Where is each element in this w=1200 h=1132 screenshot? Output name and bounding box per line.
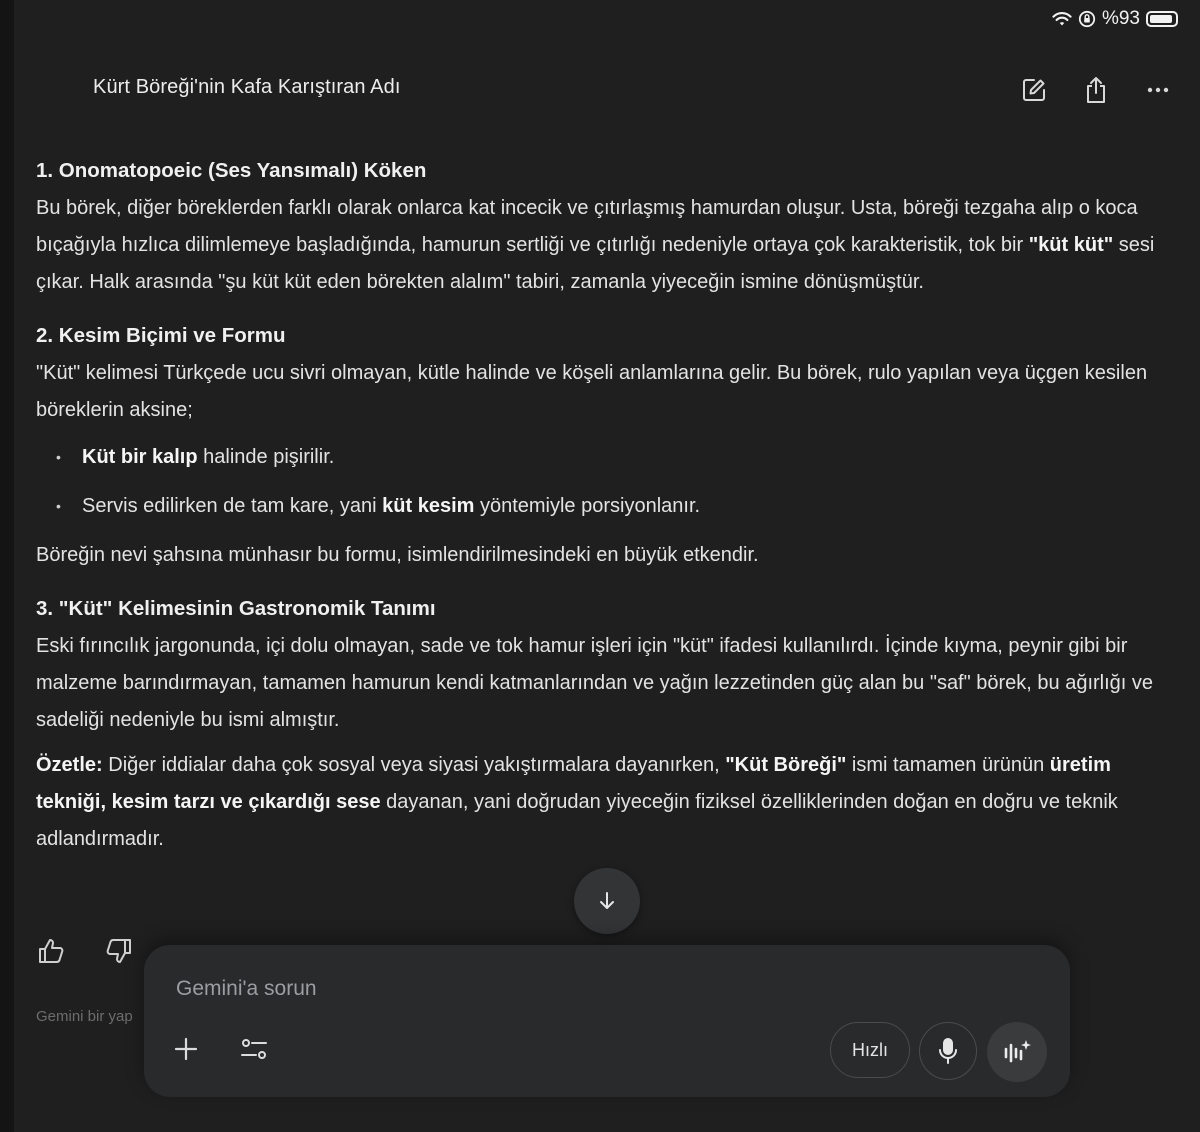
plus-icon <box>174 1037 198 1061</box>
mic-icon <box>938 1037 958 1065</box>
section-paragraph: Eski fırıncılık jargonunda, içi dolu olmayan, sade ve tok hamur işleri için "küt" ifadesi kullanılırdı. İçinde kıyma, peynir gibi bir malzeme barındırmayan, tamamen hamurun kendi katmanlarından ve yağın lezzetinden güç alan bu "saf" börek, bu ağırlığı ve sadeliği nedeniyle bu ismi almıştır. <box>36 635 1154 731</box>
section-paragraph: Böreğin nevi şahsına münhasır bu formu, isimlendirilmesindeki en büyük etkendir. <box>36 544 759 566</box>
prompt-composer <box>144 945 1070 1097</box>
section-paragraph: "Küt" kelimesi Türkçede ucu sivri olmayan, kütle halinde ve köşeli anlamlarına gelir. Bu börek, rulo yapılan veya üçgen kesilen böreklerin aksine; <box>36 362 1148 421</box>
conversation-title: Kürt Böreği'nin Kafa Karıştıran Adı <box>93 76 401 98</box>
share-icon <box>1084 76 1108 104</box>
section-3 <box>36 594 1176 739</box>
thumbs-down-button[interactable] <box>104 936 134 966</box>
edit-button[interactable] <box>1016 72 1052 108</box>
battery-icon <box>1146 11 1178 27</box>
disclaimer-text: Gemini bir yap <box>36 1008 133 1025</box>
section-1 <box>36 156 1176 301</box>
more-options-button[interactable] <box>1140 72 1176 108</box>
response-content <box>36 156 1176 858</box>
header-actions <box>1016 72 1176 108</box>
arrow-down-icon <box>599 892 615 910</box>
live-icon <box>1002 1037 1032 1067</box>
response-actions <box>36 936 134 966</box>
scroll-to-bottom-button[interactable] <box>574 868 640 934</box>
thumbs-up-button[interactable] <box>36 936 66 966</box>
section-heading: 1. Onomatopoeic (Ses Yansımalı) Köken <box>36 159 427 182</box>
section-paragraph: Bu börek, diğer böreklerden farklı olarak onlarca kat incecik ve çıtırlaşmış hamurdan oluşur. Usta, böreği tezgaha alıp o koca bıçağıyla hızlıca dilimlemeye başladığında, hamurun sertliği ve çıtırlığı nedeniyle ortaya çok karakteristik, tok bir "küt küt" sesi çıkar. Halk arasında "şu küt küt eden börekten alalım" tabiri, zamanla yiyeceğin ismine dönüşmüştür. <box>36 197 1155 293</box>
microphone-button[interactable] <box>919 1022 977 1080</box>
section-heading: 3. "Küt" Kelimesinin Gastronomik Tanımı <box>36 597 436 620</box>
tools-button[interactable] <box>238 1033 270 1065</box>
list-item: • Küt bir kalıp halinde pişirilir. <box>36 439 1176 476</box>
status-bar <box>1052 8 1178 30</box>
live-mode-button[interactable] <box>987 1022 1047 1082</box>
model-mode-button[interactable]: Hızlı <box>830 1022 910 1078</box>
section-2 <box>36 321 1176 574</box>
more-icon <box>1147 87 1169 93</box>
thumbs-up-icon <box>37 937 65 965</box>
tools-icon <box>240 1037 268 1061</box>
left-edge <box>0 0 14 1132</box>
bullet-list <box>36 439 1176 525</box>
edit-icon <box>1021 77 1047 103</box>
add-attachment-button[interactable] <box>170 1033 202 1065</box>
orientation-lock-icon <box>1078 10 1096 28</box>
summary-paragraph: Özetle: Diğer iddialar daha çok sosyal veya siyasi yakıştırmalara dayanırken, "Küt Böreği" ismi tamamen ürünün üretim tekniği, kesim tarzı ve çıkardığı sese dayanan, yani doğrudan yiyeceğin fiziksel özelliklerinden doğan en doğru ve teknik adlandırmadır. <box>36 754 1118 850</box>
prompt-input[interactable]: Gemini'a sorun <box>176 977 317 1000</box>
list-item: • Servis edilirken de tam kare, yani küt kesim yöntemiyle porsiyonlanır. <box>36 488 1176 525</box>
section-heading: 2. Kesim Biçimi ve Formu <box>36 324 286 347</box>
battery-percent: %93 <box>1101 8 1140 29</box>
wifi-icon <box>1052 11 1072 27</box>
thumbs-down-icon <box>105 937 133 965</box>
share-button[interactable] <box>1078 72 1114 108</box>
